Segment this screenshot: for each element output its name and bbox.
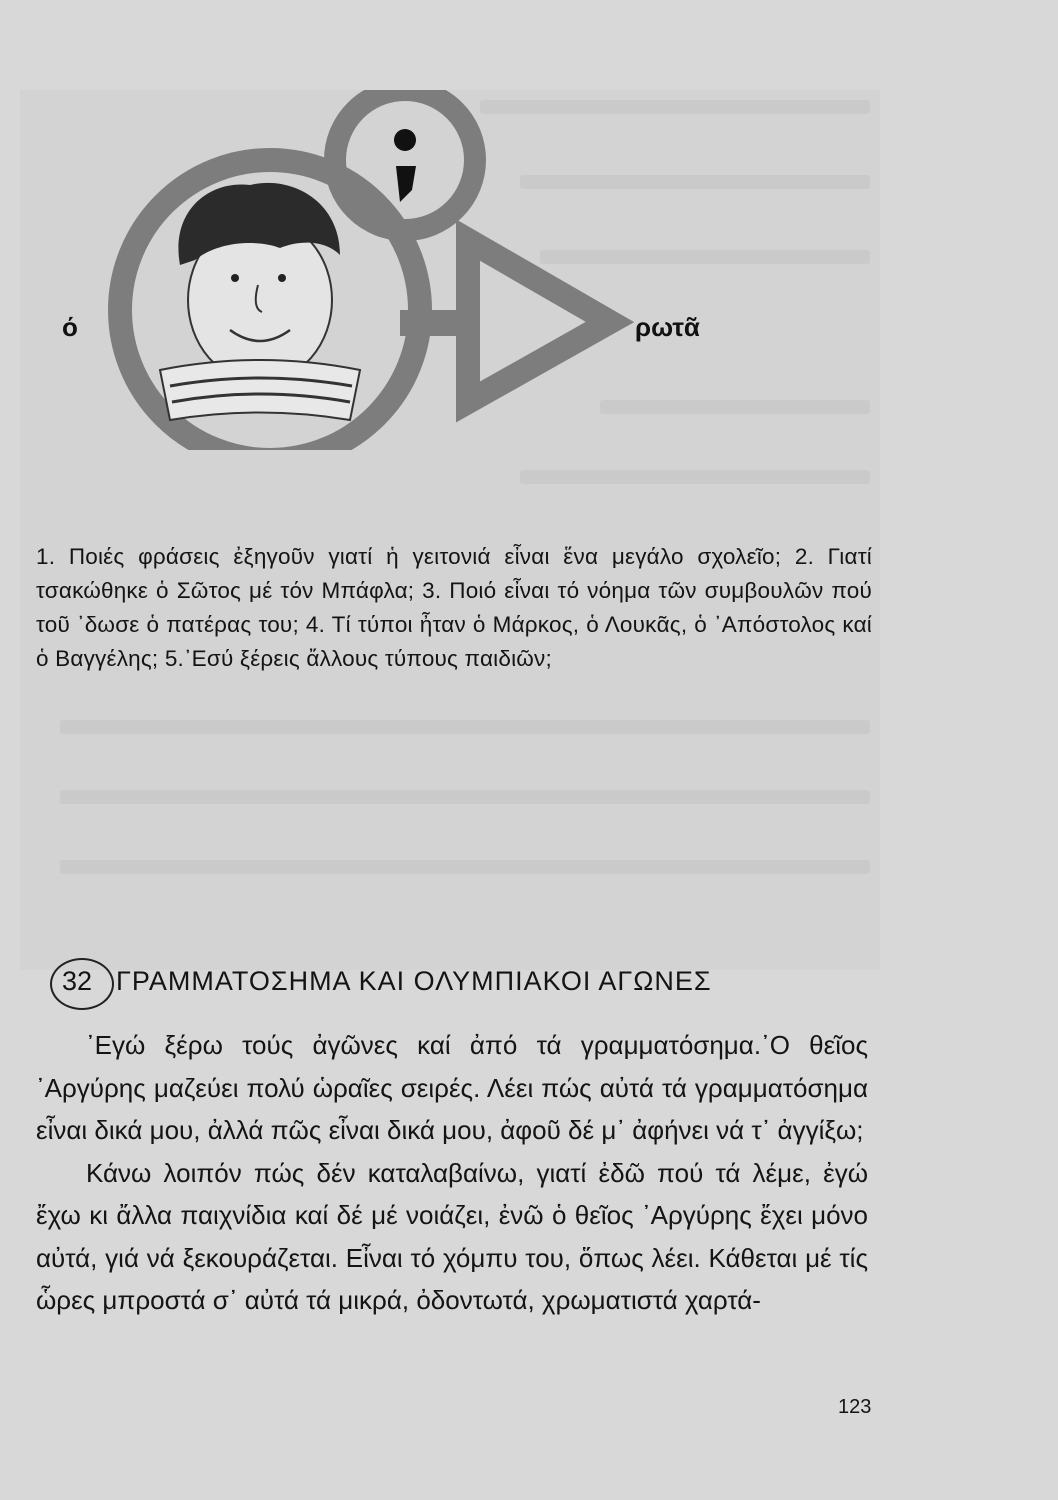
- page-number: 123: [838, 1396, 872, 1418]
- chapter-title: ΓΡΑΜΜΑΤΟΣΗΜΑ ΚΑΙ ΟΛΥΜΠΙΑΚΟΙ ΑΓΩΝΕΣ: [116, 966, 712, 996]
- chapter-number: 32: [62, 966, 93, 996]
- figure-label-left: ό: [62, 312, 78, 342]
- paragraph: Κάνω λοιπόν πώς δέν καταλαβαίνω, γιατί ἐδῶ πού τά λέμε, ἐγώ ἔχω κι ἄλλα παιχνίδια καί δέ μέ νοιάζει, ἐνῶ ὁ θεῖος ᾽Αργύρης ἔχει μόνο αὐτά, γιά νά ξεκουράζεται. Εἶναι τό χόμπυ του, ὅπως λέει. Κάθεται μέ τίς ὧρες μπροστά σ᾽ αὐτά τά μικρά, ὀδοντωτά, χρωματιστά χαρτά-: [36, 1157, 868, 1315]
- comprehension-questions: [36, 540, 872, 676]
- bleed-line: [60, 720, 870, 734]
- questions-text: 1. Ποιές φράσεις ἐξηγοῦν γιατί ἡ γειτονιά εἶναι ἕνα μεγάλο σχολεῖο; 2. Γιατί τσακώθηκε ὁ Σῶτος μέ τόν Μπάφλα; 3. Ποιό εἶναι τό νόημα τῶν συμβουλῶν πού τοῦ ᾽δωσε ὁ πατέρας του; 4. Τί τύποι ἦταν ὁ Μάρκος, ὁ Λουκᾶς, ὁ ᾽Απόστολος καί ὁ Βαγγέλης; 5.᾽Εσύ ξέρεις ἄλλους τύπους παιδιῶν;: [36, 544, 872, 671]
- boy-question-illustration: [100, 90, 820, 450]
- chapter-heading: [40, 958, 880, 1018]
- bleed-line: [60, 860, 870, 874]
- bleed-line: [60, 790, 870, 804]
- question-figure: [62, 90, 820, 450]
- body-text: [36, 1024, 868, 1322]
- bleed-line: [520, 470, 870, 484]
- figure-label-right: ρωτᾶ: [635, 312, 700, 342]
- paragraph: ᾽Εγώ ξέρω τούς ἀγῶνες καί ἀπό τά γραμματόσημα.᾽Ο θεῖος ᾽Αργύρης μαζεύει πολύ ὡραῖες σειρές. Λέει πώς αὐτά τά γραμματόσημα εἶναι δικά μου, ἀλλά πῶς εἶναι δικά μου, ἀφοῦ δέ μ᾽ ἀφήνει νά τ᾽ ἀγγίξω;: [36, 1030, 868, 1145]
